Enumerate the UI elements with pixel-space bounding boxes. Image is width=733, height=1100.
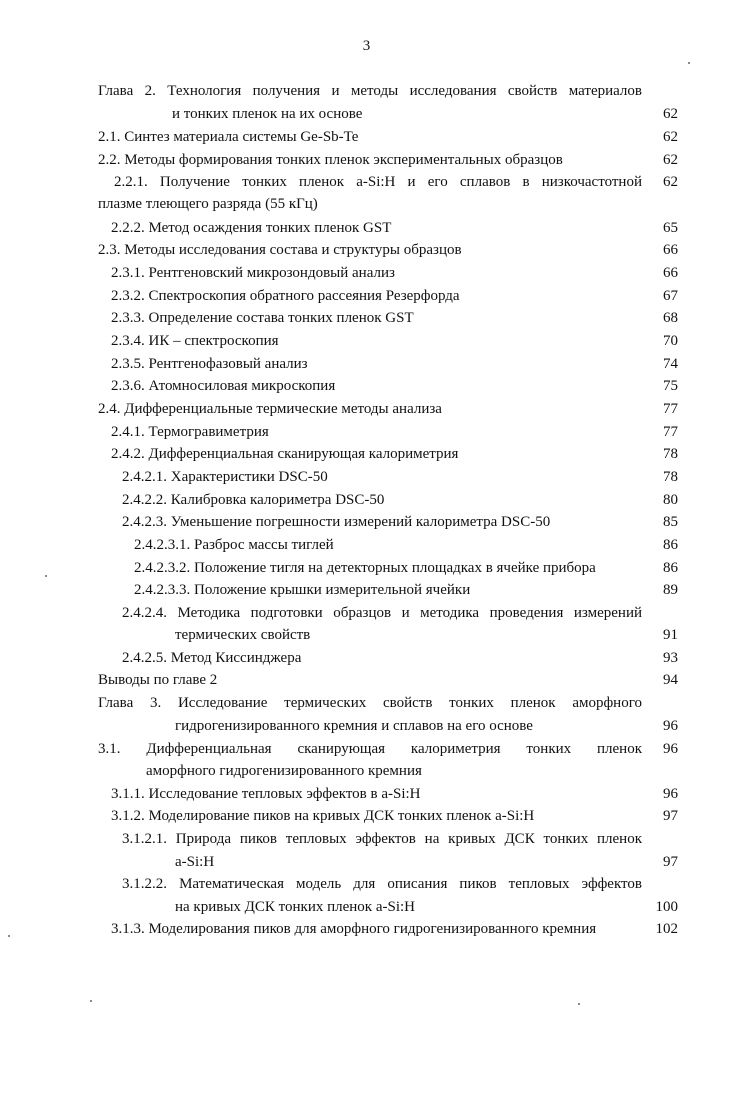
toc-page-3-1-2: 97	[663, 808, 678, 824]
toc-entry-3-1-line-1: 3.1. Дифференциальная сканирующая калориметрия тонких пленок	[98, 741, 642, 757]
toc-entry-2-4-2: 2.4.2. Дифференциальная сканирующая калориметрия	[111, 446, 459, 462]
toc-entry-2-4-2-3: 2.4.2.3. Уменьшение погрешности измерений калориметра DSC-50	[122, 514, 551, 530]
toc-page-2-4-2-3-2: 86	[663, 560, 678, 576]
toc-entry-2-4-2-5: 2.4.2.5. Метод Киссинджера	[122, 650, 302, 666]
toc-entry-2-2: 2.2. Методы формирования тонких пленок экспериментальных образцов	[98, 152, 563, 168]
toc-entry-2-4-2-3-1: 2.4.2.3.1. Разброс массы тиглей	[134, 537, 334, 553]
toc-entry-2-3: 2.3. Методы исследования состава и структуры образцов	[98, 242, 462, 258]
toc-page-3-1: 96	[663, 741, 678, 757]
toc-entry-2-4-1: 2.4.1. Термогравиметрия	[111, 424, 269, 440]
toc-chapter-2-title-line-2: и тонких пленок на их основе	[172, 106, 363, 122]
toc-entry-2-4-2-4-line-2: термических свойств	[175, 627, 311, 643]
toc-page-2-4-2-1: 78	[663, 469, 678, 485]
toc-page-2-3-5: 74	[663, 356, 678, 372]
toc-entry-2-2-1-line-1: 2.2.1. Получение тонких пленок a-Si:H и его сплавов в низкочастотной	[114, 174, 642, 190]
page-number: 3	[362, 38, 371, 54]
scan-speck	[45, 575, 47, 577]
toc-chapter-3-title-line-2: гидрогенизированного кремния и сплавов на его основе	[175, 718, 533, 734]
toc-entry-2-2-2: 2.2.2. Метод осаждения тонких пленок GST	[111, 220, 392, 236]
toc-entry-3-1-2-1-line-2: a-Si:H	[175, 854, 215, 870]
toc-entry-3-1-1: 3.1.1. Исследование тепловых эффектов в a-Si:H	[111, 786, 421, 802]
toc-page-2-2-2: 65	[663, 220, 678, 236]
toc-page-2-3: 66	[663, 242, 678, 258]
toc-page-conclusions-ch2: 94	[663, 672, 678, 688]
toc-chapter-3-page: 96	[663, 718, 678, 734]
toc-entry-2-3-4: 2.3.4. ИК – спектроскопия	[111, 333, 279, 349]
toc-entry-2-3-5: 2.3.5. Рентгенофазовый анализ	[111, 356, 308, 372]
toc-page-2-4-2-3: 85	[663, 514, 678, 530]
toc-entry-2-4-2-4-line-1: 2.4.2.4. Методика подготовки образцов и методика проведения измерений	[122, 605, 642, 621]
toc-entry-2-1: 2.1. Синтез материала системы Ge-Sb-Te	[98, 129, 359, 145]
toc-entry-2-4-2-1: 2.4.2.1. Характеристики DSC-50	[122, 469, 328, 485]
toc-page-3-1-3: 102	[655, 921, 678, 937]
toc-page-2-2-1: 62	[663, 174, 678, 190]
toc-page-2-3-4: 70	[663, 333, 678, 349]
toc-page-3-1-2-2: 100	[655, 899, 678, 915]
toc-entry-3-1-2-2-line-1: 3.1.2.2. Математическая модель для описания пиков тепловых эффектов	[122, 876, 642, 892]
toc-entry-2-3-3: 2.3.3. Определение состава тонких пленок GST	[111, 310, 414, 326]
toc-page-2-4-2-4: 91	[663, 627, 678, 643]
toc-entry-2-4-2-2: 2.4.2.2. Калибровка калориметра DSC-50	[122, 492, 385, 508]
toc-entry-3-1-2: 3.1.2. Моделирование пиков на кривых ДСК тонких пленок a-Si:H	[111, 808, 535, 824]
toc-entry-2-4-2-3-3: 2.4.2.3.3. Положение крышки измерительной ячейки	[134, 582, 471, 598]
toc-entry-2-3-2: 2.3.2. Спектроскопия обратного рассеяния Резерфорда	[111, 288, 460, 304]
toc-entry-3-1-3: 3.1.3. Моделирования пиков для аморфного гидрогенизированного кремния	[111, 921, 597, 937]
toc-page-2-3-2: 67	[663, 288, 678, 304]
toc-page-2-4-2-5: 93	[663, 650, 678, 666]
toc-entry-3-1-2-1-line-1: 3.1.2.1. Природа пиков тепловых эффектов на кривых ДСК тонких пленок	[122, 831, 642, 847]
toc-page-2-3-6: 75	[663, 378, 678, 394]
toc-page-2-4-2: 78	[663, 446, 678, 462]
toc-page-2-4-1: 77	[663, 424, 678, 440]
toc-page-2-4-2-3-3: 89	[663, 582, 678, 598]
scan-speck	[688, 62, 690, 64]
toc-page-2-4: 77	[663, 401, 678, 417]
toc-page-2-1: 62	[663, 129, 678, 145]
toc-page-2-4-2-3-1: 86	[663, 537, 678, 553]
toc-chapter-2-title-line-1: Глава 2. Технология получения и методы исследования свойств материалов	[98, 83, 642, 99]
toc-page-2-3-3: 68	[663, 310, 678, 326]
toc-chapter-2-page: 62	[663, 106, 678, 122]
toc-entry-2-3-1: 2.3.1. Рентгеновский микрозондовый анализ	[111, 265, 395, 281]
toc-entry-2-4-2-3-2: 2.4.2.3.2. Положение тигля на детекторных площадках в ячейке прибора	[134, 560, 596, 576]
scan-speck	[8, 935, 10, 937]
toc-entry-2-4: 2.4. Дифференциальные термические методы анализа	[98, 401, 442, 417]
toc-entry-2-3-6: 2.3.6. Атомносиловая микроскопия	[111, 378, 336, 394]
toc-entry-2-2-1-line-2: плазме тлеющего разряда (55 кГц)	[98, 196, 318, 212]
toc-entry-3-1-line-2: аморфного гидрогенизированного кремния	[146, 763, 422, 779]
toc-page-3-1-1: 96	[663, 786, 678, 802]
toc-page-2-4-2-2: 80	[663, 492, 678, 508]
toc-chapter-3-title-line-1: Глава 3. Исследование термических свойств тонких пленок аморфного	[98, 695, 642, 711]
toc-page-2-2: 62	[663, 152, 678, 168]
scan-speck	[578, 1003, 580, 1005]
toc-entry-conclusions-ch2: Выводы по главе 2	[98, 672, 218, 688]
toc-page-3-1-2-1: 97	[663, 854, 678, 870]
toc-page-2-3-1: 66	[663, 265, 678, 281]
scan-speck	[90, 1000, 92, 1002]
toc-entry-3-1-2-2-line-2: на кривых ДСК тонких пленок a-Si:H	[175, 899, 415, 915]
